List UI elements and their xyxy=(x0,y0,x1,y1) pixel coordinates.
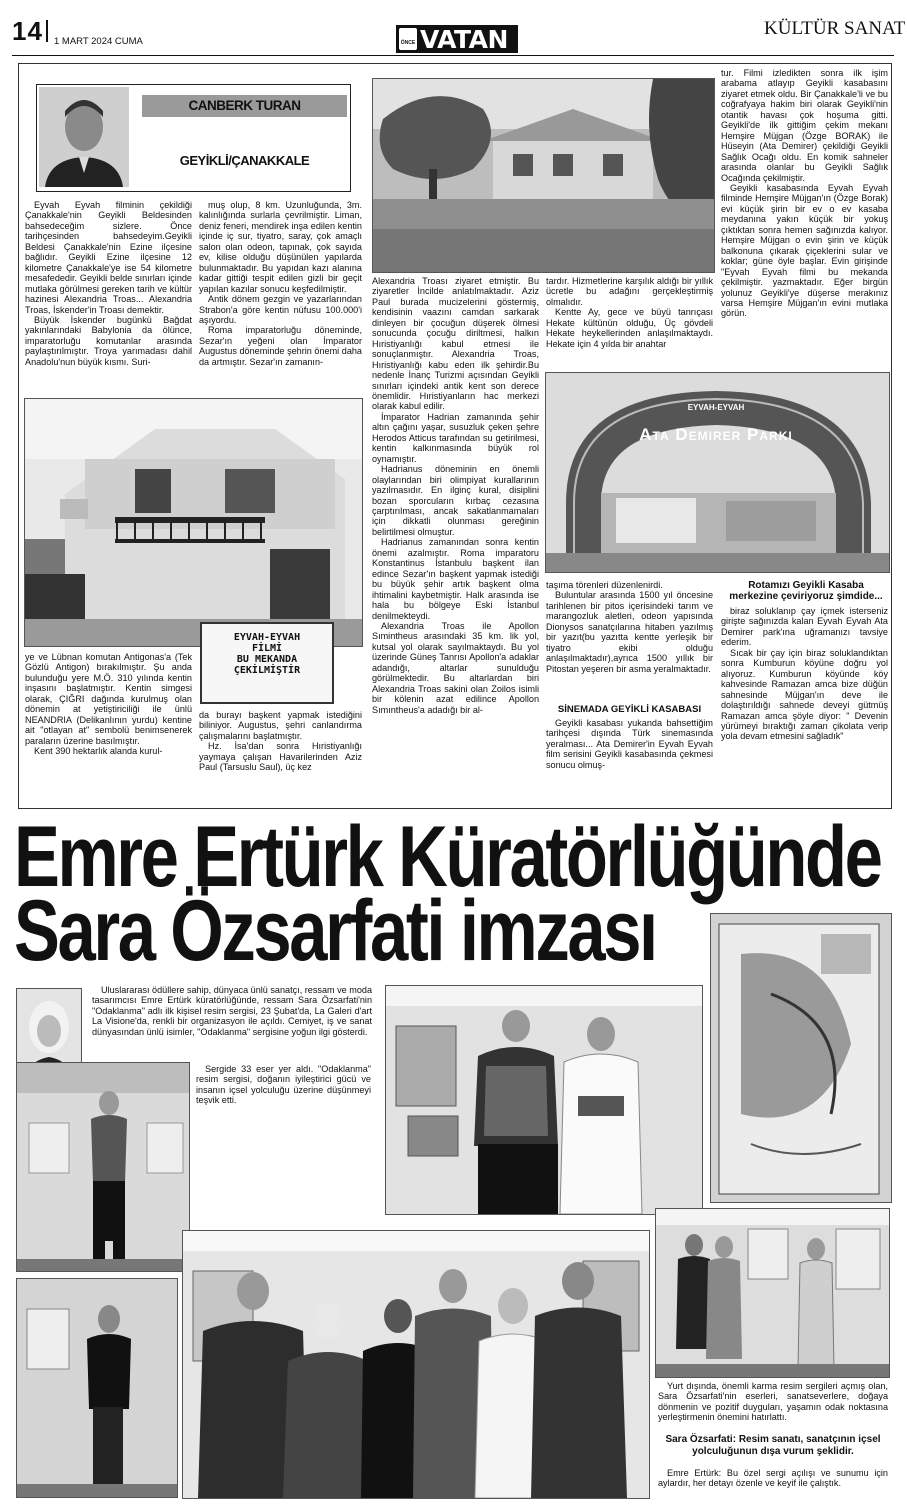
paragraph: Sıcak bir çay için biraz soluklandıktan sonra Kumburun köyüne doğru yol alıyoruz. Kumburun köyünde köy kahvesinde Ramazan amca bize düğün sahnesinde Müjgan'ın deve ile dolaştırıldığı sahnede deveyi gütmüş Ramazan amca şöyle diyor: " Devenin yürümeyi bıraktığı zaman çikolata verip yola devam etmesini sağladık" xyxy=(721,647,888,742)
paragraph: Antik dönem gezgin ve yazarlarından Strabon'a göre kentin nüfusu 100.000'i aşıyordu. xyxy=(199,294,362,325)
column-text-4a xyxy=(546,276,713,364)
paragraph: tur. Filmi izledikten sonra ilk işim arabama atlayıp Geyikli kasabasını ziyaret etmek oldu. Bir Çanakkale'li ve bu coğrafyaya hakim biri olarak Geyikli'nin otantik havası çok hoşuma gitti. Geyikli'de ilk gittiğim çekim mekanı Hemşire Müjgan (Özge BORAK) ile Hüseyin (Ata Demirer) çekildiği Geyikli Sağlık Ocağı oldu. En komik sahneler arasında olanlar bu Geyikli Sağlık Ocağında çekilmiştir. xyxy=(721,68,888,183)
issue-date: 1 MART 2024 CUMA xyxy=(54,36,143,47)
paragraph: biraz soluklanıp çay içmek isterseniz girişte sağınızda kalan Eyvah Eyvah Ata Demirer park'ına uğramanızı tavsiye ederim. xyxy=(721,606,888,648)
headline-line-1: Emre Ertürk Küratörlüğünde xyxy=(14,809,881,905)
column-text-2b xyxy=(199,710,362,805)
paragraph: Emre Ertürk: Bu özel sergi açılışı ve sunumu için aylardır, her detayı özenle ve keyif ile çalıştık. xyxy=(658,1468,888,1489)
health-center-photo xyxy=(372,78,715,273)
header-rule xyxy=(12,55,894,56)
body-right-text xyxy=(658,1381,888,1431)
pull-quote: Sara Özsarfati: Resim sanatı, sanatçının içsel yolculuğunun dışa vurum şeklidir. xyxy=(665,1434,881,1457)
sign-line: ÇEKİLMİŞTİR xyxy=(233,665,301,676)
vatan-logo xyxy=(396,25,518,53)
group-photo xyxy=(182,1230,650,1499)
guest-photo-1 xyxy=(16,1062,190,1272)
paragraph: Hadrianus döneminin en önemli olaylarından biri olimpiyat kurallarının yazılmasıdır. En ilginç kural, disiplini bozan sporcuların kırbaç cezasına çarptırılması, ancak sakatlanmamaları için dikkatli olunması gereğinin belirtilmesi olmuştur. xyxy=(372,464,539,537)
column-text-5 xyxy=(721,68,888,368)
paragraph: Alexandria Troas ile Apollon Sımintheus arasındaki 35 km. lik yol, kutsal yol olarak sayılmaktaydı. Bu yol üzerinde Güneş Tanrısı Apollon'a adaklar adandığı, altarlar sunulduğu görülmektedir. Bu altarlardan biri Alexandria Troas sakini olan Zoilos isimli bir kölenin azat edilince Apollon Sımıntheus'a adadığı bir al- xyxy=(372,620,539,715)
page-number: 14 xyxy=(12,16,43,46)
paragraph: Hadrianus zamanından sonra kentin önemi azalmıştır. Roma imparatoru Konstantinus İstanbulu başkent ilan edince Sezar'ın başkent yapmak istediği bu büyük şehir artık başkent olma ihtimalini kaybetmiştir. Halk arasında ise hala bu bölgeye Eski İstanbul denilmekteydi. xyxy=(372,537,539,621)
headline-line-2: Sara Özsarfati imzası xyxy=(14,883,656,979)
paragraph: ye ve Lübnan komutan Antigonas'a (Tek Gözlü Antigon) bırakılmıştır. Şu anda bulunduğu yere M.Ö. 310 yılında kentin inşasını başlatmıştır. Kentin simgesi olarak, ÇIĞRI dağında kurulmuş olan dönemin at yetiştiriciliği ile ünlü NEANDRIA (Delikanlının yurdu) kentine ait "otlayan at" sembolü benimsenerek paraların üzerine basılmıştır. xyxy=(25,652,192,746)
logo-badge xyxy=(399,28,417,50)
author-portrait xyxy=(39,87,129,187)
paragraph: Geyikli kasabası yukanda bahsettiğim tarihçesi dışında Türk sinemasında yeralması... Ata Demirer'in Eyvah Eyvah film serisini Geyikli kasabasında çekmesi sonucu olmuş- xyxy=(546,718,713,770)
paragraph: Kent 390 hektarlık alanda kurul- xyxy=(34,746,163,757)
paintings-photo xyxy=(710,913,892,1203)
section-title: KÜLTÜR SANAT xyxy=(764,18,906,39)
column-text-2 xyxy=(199,200,362,390)
paragraph: tardır. Hizmetlerine karşılık aldığı bir yıllık ücretle bu adağını gerçekleştirmiş olmalıdır. xyxy=(546,276,713,307)
arch-top-text: EYVAH-EYVAH xyxy=(687,403,745,412)
column-title: GEYİKLİ/ÇANAKKALE xyxy=(179,153,310,168)
column-text-4c xyxy=(546,718,713,808)
paragraph: Roma imparatorluğu döneminde, Sezar'ın yeğeni olan İmparator Augustus döneminde şehrin önemi daha da artmıştır. Sezar'ın zamanın- xyxy=(199,325,362,367)
sign-line: BU MEKANDA xyxy=(236,654,298,665)
paragraph: taşıma törenleri düzenlenirdi. xyxy=(546,580,663,590)
paragraph: da burayı başkent yapmak istediğini biliniyor. Augustus, şehri canlandırma çalışmalarını başlatmıştır. xyxy=(199,710,362,741)
column-text-1 xyxy=(25,200,192,390)
sign-line: EYVAH-EYVAH xyxy=(233,632,301,643)
park-arch-photo xyxy=(545,372,890,573)
guest-photo-2 xyxy=(16,1278,178,1498)
paragraph: Yurt dışında, önemli karma resim sergileri açmış olan, Sara Özsarfati'nin eserleri, sanatseverlere, doğaya dönmenin ve pozitif duyguları, yaşamın odak noktasına yerleştirmenin önemini hatırlattı. xyxy=(658,1381,888,1423)
column-text-4b xyxy=(546,580,713,700)
author-name: CANBERK TURAN xyxy=(188,98,301,113)
park-subhead: Rotamızı Geyikli Kasaba merkezine çeviriyoruz şimdide... xyxy=(729,580,883,602)
intro-text xyxy=(92,985,372,1061)
curator-artist-photo xyxy=(385,985,703,1215)
intro-text-2 xyxy=(196,1064,371,1114)
paragraph: Buluntular arasında 1500 yıl öncesine tarihlenen bir pitos içerisindeki tarım ve marangozluk aletleri, odeon yapısında Dionysos sanatçılarına hitaben yazılmış bir yazıt(bu yazıtta kentte yerleşik bir tiyatro ekibi olduğu anlaşılmaktadır),ayrıca 1500 yıllık bir Pitostan yeşeren bir asma yeralmaktadır. xyxy=(546,590,713,674)
guest-photo-3 xyxy=(655,1208,890,1378)
author-box xyxy=(36,84,351,192)
paragraph: İmparator Hadrian zamanında şehir altın çağını yaşar, susuzluk çeken şehre Herodos Atticus tarafından su getirilmesi, kentin kalkınmasında büyük rol oynamıştır. xyxy=(372,411,539,464)
cinema-subhead: SİNEMADA GEYİKLİ KASABASI xyxy=(557,704,702,715)
page-header xyxy=(0,0,907,56)
paragraph: muş olup, 8 km. Uzunluğunda, 3m. kalınlığında surlarla çevrilmiştir. Liman, deniz feneri, mendirek inşa edilen kentin içinde iç sur, tiyatro, saray, çok amaçlı salon olan odeon, tapınak, çok sayıda ev, kilise olduğu düşünülen yapılarda bulunmaktadır. Bu yapıdan kazı alanına kadar gittiği tespit edilen gizli bir geçit yapılan kazılar sonucu keşfedilmiştir. xyxy=(199,200,362,294)
paragraph: Kentte Ay, gece ve büyü tanrıçası Hekate kültünün olduğu, Üç gövdeli Hekate heykellerinden anlaşılmaktaydı. Hekate için 4 yılda bir anahtar xyxy=(546,307,713,349)
column-text-5b xyxy=(721,606,888,806)
house-photo xyxy=(24,398,363,647)
paragraph: Geyikli kasabasında Eyvah Eyvah filminde Hemşire Müjgan'ın (Özge Borak) evi küçük şirin bir ev o ev kasaba meydanına yakın küçük bir yokuş çıktıktan sonra hemen sağınızda kalıyor. Hemşire Müjgan o evin şirin ve küçük balkonuna çıkarak çiçeklerini sular ve koklar; güne öyle başlar. Evin girişinde "Eyvah Eyvah filmi bu mekanda çekilmiştir. yazmaktadır. Eğer birgün yolunuz Geyikli'ye düşerse merakınız varsa Hemşire Müjgan'ın evini mutlaka görün. xyxy=(721,182,888,319)
column-text-1b xyxy=(25,652,192,802)
closing-text xyxy=(658,1468,888,1498)
logo-text: VATAN xyxy=(420,25,508,54)
column-text-3 xyxy=(372,276,539,806)
sign-line: FİLMİ xyxy=(251,643,283,654)
paragraph: Uluslararası ödüllere sahip, dünyaca ünlü sanatçı, ressam ve moda tasarımcısı Emre Ertürk küratörlüğünde, ressam Sara Özsarfati'nin "Odaklanma" adlı ilk kişisel resim sergisi, 23 Şubat'da, La Galeri d'art La Visione'da, renkli bir organizasyon ile açıldı. Cemiyet, iş ve sanat dünyasından ünlü isimler, "Odaklanma" sergisine yoğun ilgi gösterdi. xyxy=(92,985,372,1037)
paragraph: Alexandria Troası ziyaret etmiştir. Bu ziyaretler İncilde anlatılmaktadır. Aziz Paul burada mucizelerini göstermiş, kendisinin vaazını camdan sarkarak dinleyen bir çocuğun düşerek ölmesi sonucunda çocuğu diriltmesi, halkın Hıristiyanlığı kabul etmesi ile sonuçlanmıştır. Alexandria Troas, Hıristiyanlığı kabu eden ilk şehirdir.Bu nedenle İnanç Turizmi açısından Geyikli sınırları içindeki antik kent son derece önemlidir. Hıristiyanların hac merkezi olarak kabul edilir. xyxy=(372,276,539,412)
paragraph: Hz. İsa'dan sonra Hıristiyanlığı yaymaya çalışan Havarilerinden Aziz Paul (Tarsuslu Saul), üç kez xyxy=(199,741,362,773)
paragraph: Eyvah Eyvah filminin çekildiği Çanakkale'nin Geyikli Beldesinden bahsedeceğim sizlere. Önce tarihçesinden bahsedeyim.Geyikli Beldesi Çanakkale'nin Ezine ilçesine bağlıdır. Geyikli Ezine ilçesine 12 kilometre Çanakkale'ye ise 54 kilometre mesafededir. Geyikli belde sınırları içinde mutlaka görülmesi gereken tarih ve kültür hazinesi Alexandria Troas... Alexandria Troas, İskender'in Troası demektir. xyxy=(25,200,192,315)
paragraph: Sergide 33 eser yer aldı. "Odaklanma" resim sergisi, doğanın iyileştirici gücü ve insanın içsel yolculuğu üzerine düşünmeyi teşvik etti. xyxy=(196,1064,371,1106)
arch-text: Ata Demirer Parkı xyxy=(639,425,793,444)
paragraph: Büyük İskender bugünkü Bağdat yakınlarındaki Babylonia da ölünce, imparatorluğu komutanlar arasında paylaştırılmıştır. Troya yarımadası dahil Anadolu'nun büyük kısmı. Suri- xyxy=(25,314,192,367)
logo-small-text: ÖNCE xyxy=(400,40,416,46)
page-divider xyxy=(46,20,48,42)
film-sign xyxy=(200,622,334,704)
